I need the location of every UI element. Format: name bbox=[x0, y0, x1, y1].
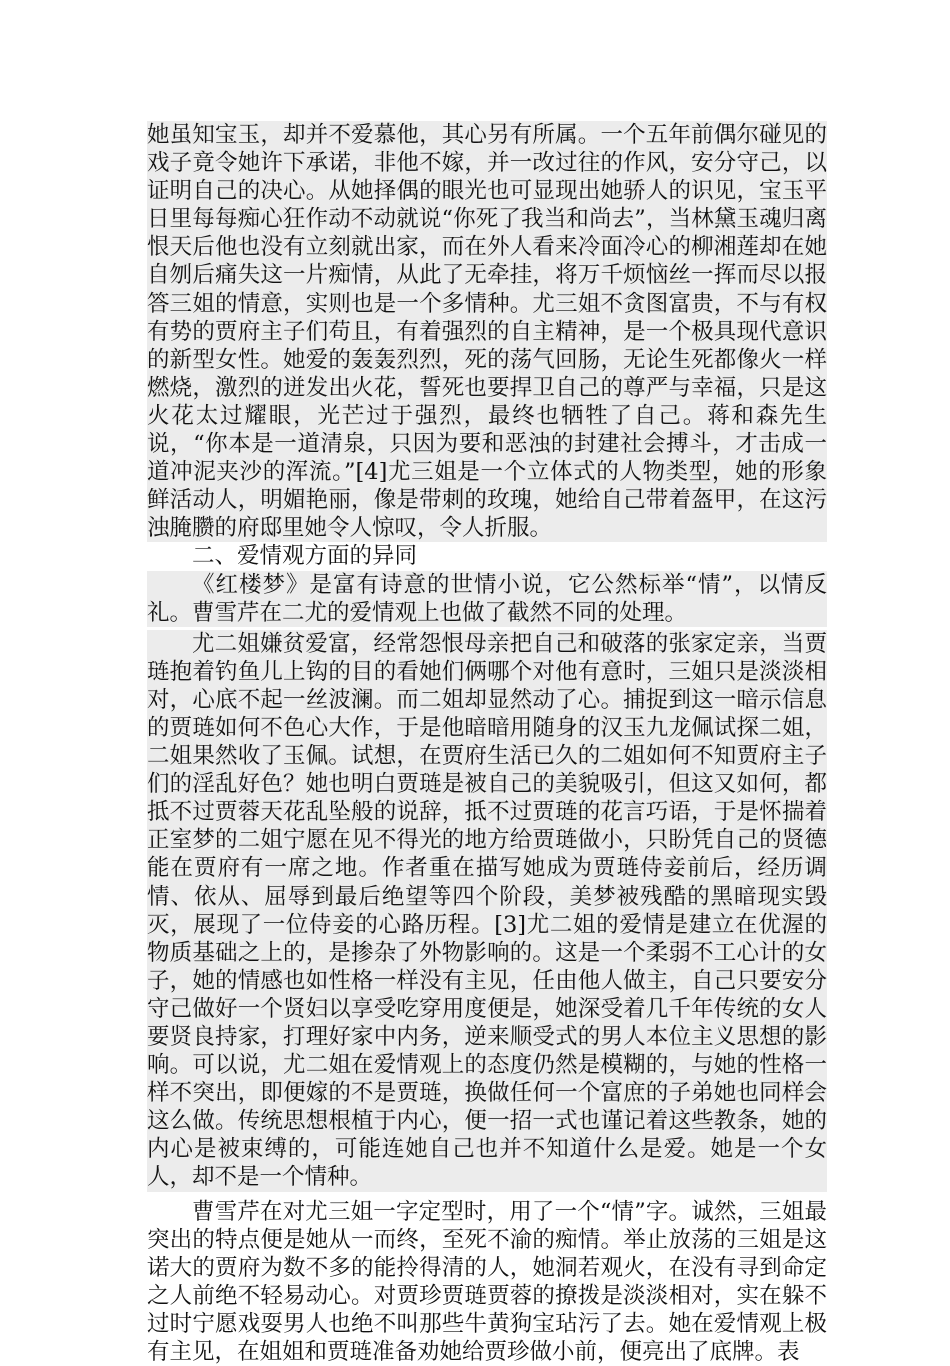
paragraph-honglou-intro: 《红楼梦》是富有诗意的世情小说，它公然标举“情”，以情反礼。曹雪芹在二尤的爱情观上也做了截然不同的处理。 bbox=[147, 571, 827, 626]
paragraph-you-sanjie-love: 曹雪芹在对尤三姐一字定型时，用了一个“情”字。诚然，三姐最突出的特点便是她从一而终，至死不渝的痴情。举止放荡的三姐是这诺大的贾府为数不多的能拎得清的人，她洞若观火，在没有寻到命定之人前绝不轻易动心。对贾珍贾琏贾蓉的撩拨是淡淡相对，实在躲不过时宁愿戏耍男人也绝不叫那些牛黄狗宝玷污了去。她在爱情观上极有主见，在姐姐和贾琏准备劝她给贾珍做小前，便亮出了底牌。表 bbox=[147, 1198, 827, 1366]
document-body bbox=[147, 121, 827, 1366]
paragraph-you-erjie-love: 尤二姐嫌贫爱富，经常怨恨母亲把自己和破落的张家定亲，当贾琏抱着钓鱼儿上钩的目的看她们俩哪个对他有意时，三姐只是淡淡相对，心底不起一丝波澜。而二姐却显然动了心。捕捉到这一暗示信息的贾琏如何不色心大作，于是他暗暗用随身的汉玉九龙佩试探二姐，二姐果然收了玉佩。试想，在贾府生活已久的二姐如何不知贾府主子们的淫乱好色？她也明白贾琏是被自己的美貌吸引，但这又如何，都抵不过贾蓉天花乱坠般的说辞，抵不过贾琏的花言巧语，于是怀揣着正室梦的二姐宁愿在见不得光的地方给贾琏做小，只盼凭自己的贤德能在贾府有一席之地。作者重在描写她成为贾琏侍妾前后，经历调情、依从、屈辱到最后绝望等四个阶段，美梦被残酷的黑暗现实毁灭，展现了一位侍妾的心路历程。[3]尤二姐的爱情是建立在优渥的物质基础之上的，是掺杂了外物影响的。这是一个柔弱不工心计的女子，她的情感也如性格一样没有主见，任由他人做主，自己只要安分守己做好一个贤妇以享受吃穿用度便是，她深受着几千年传统的女人要贤良持家，打理好家中内务，逆来顺受式的男人本位主义思想的影响。可以说，尤二姐在爱情观上的态度仍然是模糊的，与她的性格一样不突出，即便嫁的不是贾琏，换做任何一个富庶的子弟她也同样会这么做。传统思想根植于内心，便一招一式也谨记着这些教条，她的内心是被束缚的，可能连她自己也并不知道什么是爱。她是一个女人，却不是一个情种。 bbox=[147, 630, 827, 1191]
section-heading-love-views: 二、爱情观方面的异同 bbox=[192, 543, 418, 570]
paragraph-you-sanjie-character: 她虽知宝玉，却并不爱慕他，其心另有所属。一个五年前偶尔碰见的戏子竟令她许下承诺，非他不嫁，并一改过往的作风，安分守己，以证明自己的决心。从她择偶的眼光也可显现出她骄人的识见，宝玉平日里每每痴心狂作动不动就说“你死了我当和尚去”，当林黛玉魂归离恨天后他也没有立刻就出家，而在外人看来冷面冷心的柳湘莲却在她自刎后痛失这一片痴情，从此了无牵挂，将万千烦恼丝一挥而尽以报答三姐的情意，实则也是一个多情种。尤三姐不贪图富贵，不与有权有势的贾府主子们苟且，有着强烈的自主精神，是一个极具现代意识的新型女性。她爱的轰轰烈烈，死的荡气回肠，无论生死都像火一样燃烧，激烈的迸发出火花，誓死也要捍卫自己的尊严与幸福，只是这火花太过耀眼，光芒过于强烈，最终也牺牲了自己。蒋和森先生说，“你本是一道清泉，只因为要和恶浊的封建社会搏斗，才击成一道冲泥夹沙的浑流。”[4]尤三姐是一个立体式的人物类型，她的形象鲜活动人，明媚艳丽，像是带刺的玫瑰，她给自己带着盔甲，在这污浊腌臜的府邸里她令人惊叹，令人折服。 bbox=[147, 122, 827, 542]
